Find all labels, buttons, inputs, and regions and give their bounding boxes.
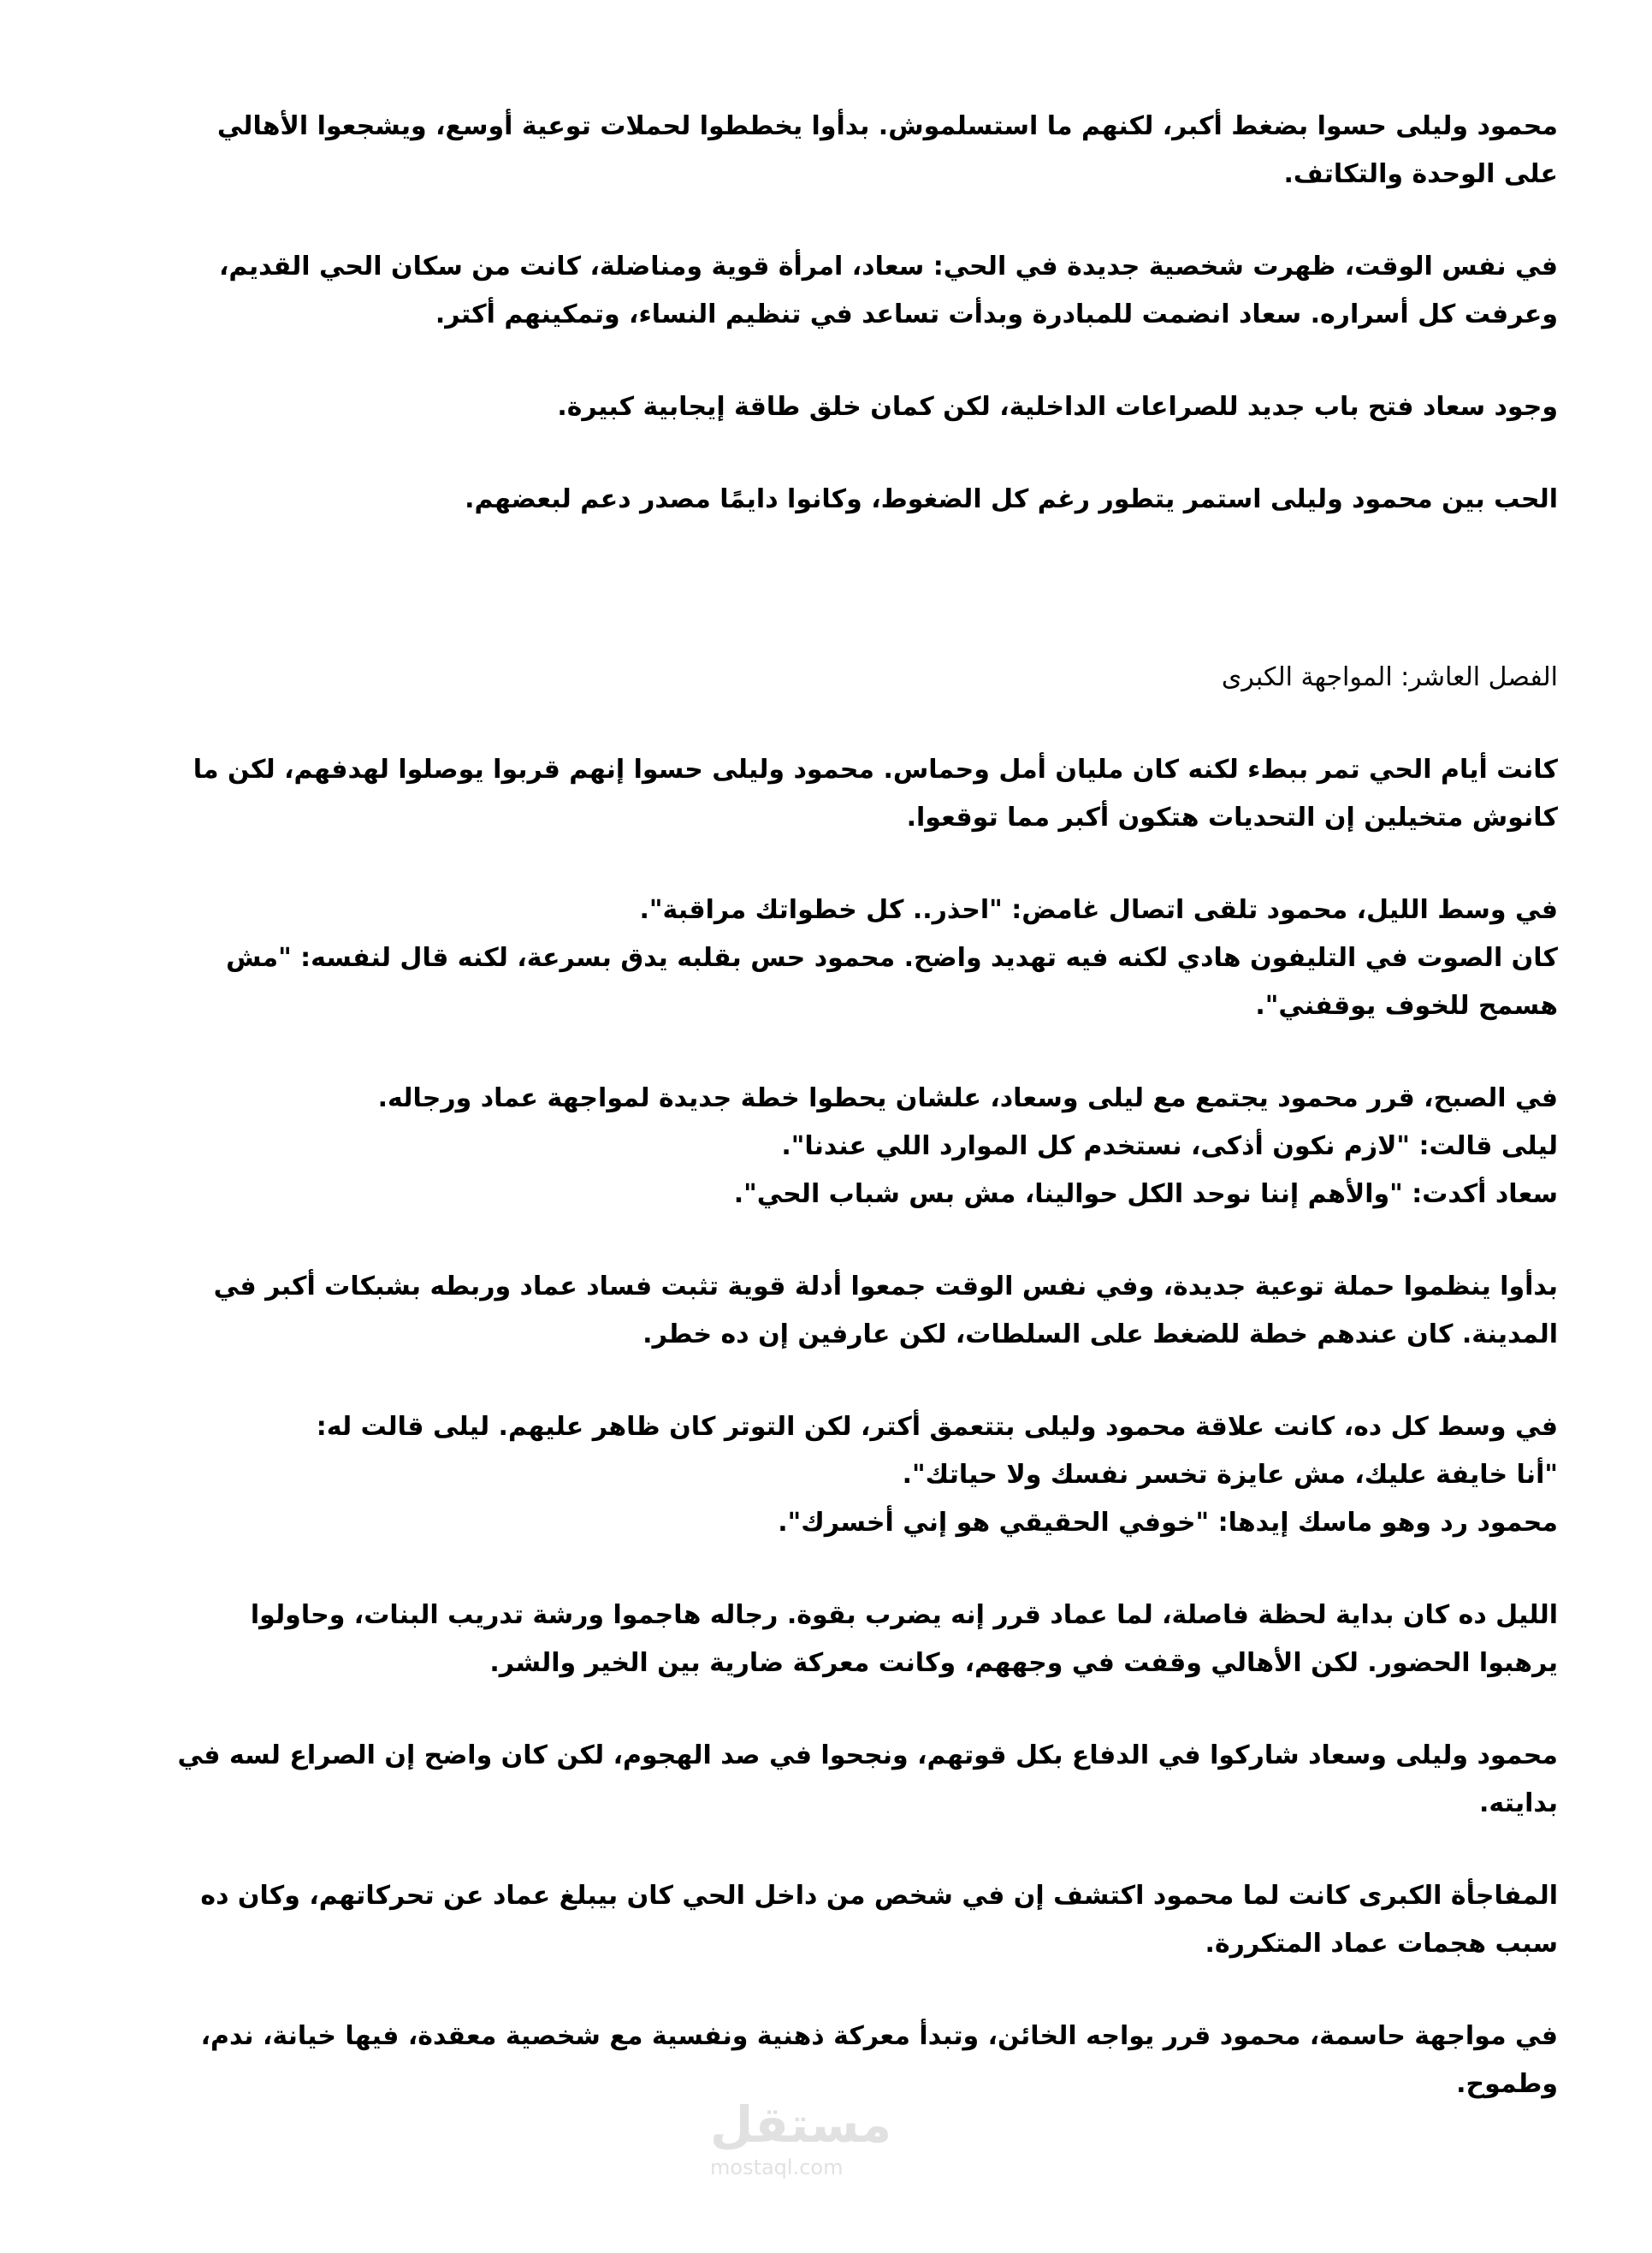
paragraph-line: كان الصوت في التليفون هادي لكنه فيه تهديد واضح. محمود حس بقلبه يدق بسرعة، لكنه قال لنفسه: "مش [226, 943, 1558, 973]
chapter-title: الفصل العاشر: المواجهة الكبرى [1221, 662, 1558, 692]
paragraph-line: هسمح للخوف يوقفني". [1255, 991, 1558, 1021]
paragraph-line: وطموح. [1456, 2069, 1558, 2099]
paragraph-line: وعرفت كل أسراره. سعاد انضمت للمبادرة وبدأت تساعد في تنظيم النساء، وتمكينهم أكتر. [435, 299, 1558, 329]
paragraph [91, 2013, 1558, 2108]
paragraph [91, 746, 1558, 842]
paragraph [91, 243, 1558, 339]
paragraph [91, 1075, 1558, 1218]
paragraph-line: محمود وليلى حسوا بضغط أكبر، لكنهم ما استسلموش. بدأوا يخططوا لحملات توعية أوسع، ويشجعوا الأهالي [216, 111, 1558, 141]
section-spacer [91, 568, 1558, 654]
paragraph-line: المفاجأة الكبرى كانت لما محمود اكتشف إن في شخص من داخل الحي كان بيبلغ عماد عن تحركاتهم، وكان ده [200, 1881, 1558, 1911]
paragraph-line: سعاد أكدت: "والأهم إننا نوحد الكل حوالينا، مش بس شباب الحي". [733, 1179, 1558, 1209]
paragraph-line: في مواجهة حاسمة، محمود قرر يواجه الخائن، وتبدأ معركة ذهنية ونفسية مع شخصية معقدة، فيها خيانة، ندم، [200, 2021, 1558, 2051]
paragraph-line: محمود وليلى وسعاد شاركوا في الدفاع بكل قوتهم، ونجحوا في صد الهجوم، لكن كان واضح إن الصراع لسه في [177, 1740, 1558, 1770]
section-before-chapter [91, 103, 1558, 524]
paragraph-line: على الوحدة والتكاتف. [1283, 159, 1558, 189]
paragraph-line: الليل ده كان بداية لحظة فاصلة، لما عماد قرر إنه يضرب بقوة. رجاله هاجموا ورشة تدريب البنات، وحاولوا [250, 1600, 1558, 1630]
paragraph [91, 1403, 1558, 1547]
paragraph-line: المدينة. كان عندهم خطة للضغط على السلطات، لكن عارفين إن ده خطر. [642, 1319, 1558, 1349]
paragraph-line: في نفس الوقت، ظهرت شخصية جديدة في الحي: سعاد، امرأة قوية ومناضلة، كانت من سكان الحي القديم، [218, 252, 1558, 282]
paragraph [91, 1872, 1558, 1968]
paragraph-line: في وسط الليل، محمود تلقى اتصال غامض: "احذر.. كل خطواتك مراقبة". [639, 895, 1558, 925]
paragraph [91, 886, 1558, 1030]
paragraph-line: يرهبوا الحضور. لكن الأهالي وقفت في وجههم، وكانت معركة ضارية بين الخير والشر. [489, 1648, 1558, 1678]
paragraph-line: "أنا خايفة عليك، مش عايزة تخسر نفسك ولا حياتك". [902, 1460, 1558, 1490]
paragraph [91, 476, 1558, 524]
paragraph-line: ليلى قالت: "لازم نكون أذكى، نستخدم كل الموارد اللي عندنا". [781, 1131, 1558, 1161]
paragraph-line: كانت أيام الحي تمر ببطء لكنه كان مليان أمل وحماس. محمود وليلى حسوا إنهم قربوا يوصلوا لهدفهم، لكن ما [192, 755, 1558, 785]
paragraph-line: الحب بين محمود وليلى استمر يتطور رغم كل الضغوط، وكانوا دايمًا مصدر دعم لبعضهم. [465, 484, 1558, 514]
document-page [91, 103, 1558, 2153]
paragraph [91, 1732, 1558, 1828]
watermark-latin: mostaql.com [710, 2155, 844, 2179]
paragraph-line: في الصبح، قرر محمود يجتمع مع ليلى وسعاد، علشان يحطوا خطة جديدة لمواجهة عماد ورجاله. [377, 1083, 1558, 1113]
paragraph-line: بدأوا ينظموا حملة توعية جديدة، وفي نفس الوقت جمعوا أدلة قوية تثبت فساد عماد وربطه بشبكات أكبر في [213, 1272, 1558, 1301]
paragraph-line: محمود رد وهو ماسك إيدها: "خوفي الحقيقي هو إني أخسرك". [778, 1508, 1558, 1538]
watermark-arabic: مستقل [710, 2096, 892, 2154]
paragraph [91, 1592, 1558, 1687]
paragraph-line: سبب هجمات عماد المتكررة. [1205, 1929, 1558, 1959]
paragraph-line: كانوش متخيلين إن التحديات هتكون أكبر مما توقعوا. [906, 803, 1558, 833]
paragraph [91, 103, 1558, 199]
paragraph-line: وجود سعاد فتح باب جديد للصراعات الداخلية، لكن كمان خلق طاقة إيجابية كبيرة. [557, 392, 1558, 422]
paragraph-line: بدايته. [1479, 1788, 1558, 1818]
paragraph [91, 383, 1558, 431]
paragraph-line: في وسط كل ده، كانت علاقة محمود وليلى بتتعمق أكتر، لكن التوتر كان ظاهر عليهم. ليلى قالت له: [316, 1412, 1558, 1442]
paragraph [91, 1263, 1558, 1359]
section-chapter-body [91, 746, 1558, 2108]
